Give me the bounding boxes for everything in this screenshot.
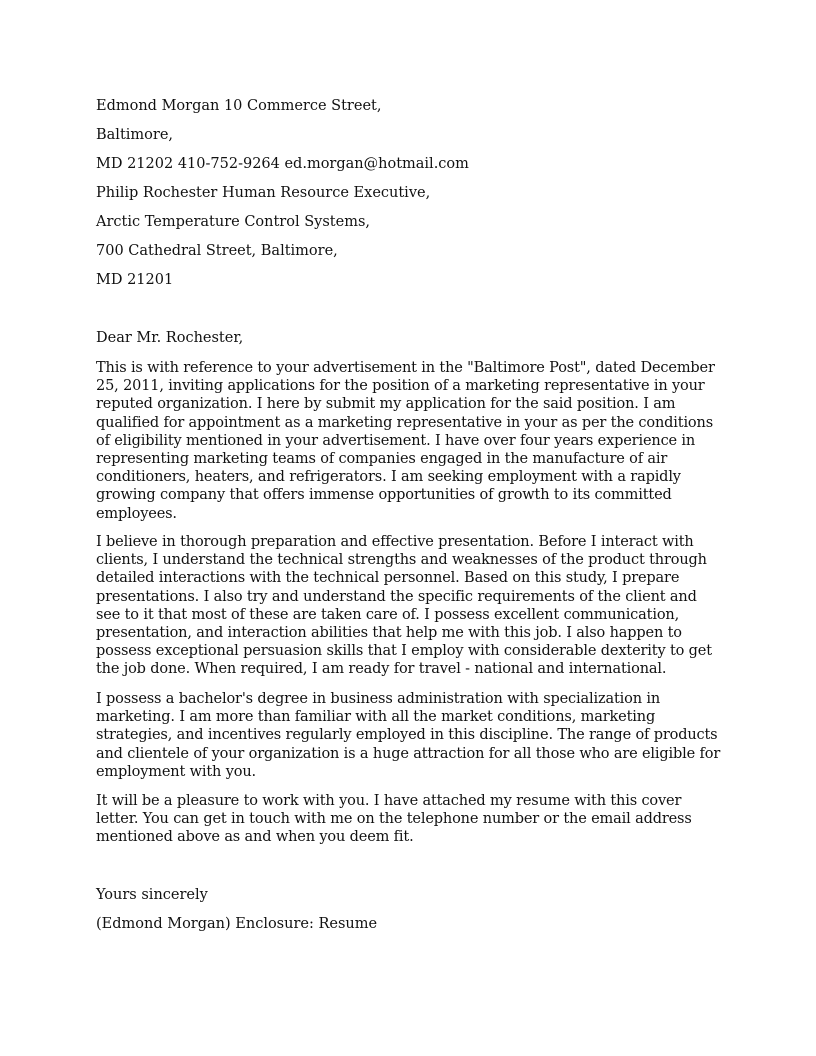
- closing: Yours sincerely: [96, 887, 208, 903]
- body-paragraph-2: I believe in thorough preparation and effective presentation. Before I interact with clients, I understand the technical strengths and weaknesses of the product through detailed interactions with the technical personnel. Based on this study, I prepare presentations. I also try and understand the specific requirements of the client and see to it that most of these are taken care of. I possess excellent communication, presentation, and interaction abilities that help me with this job. I also happen to possess exceptional persuasion skills that I employ with considerable dexterity to get the job done. When required, I am ready for travel - national and international.: [96, 534, 712, 678]
- sender-contact: MD 21202 410-752-9264 ed.morgan@hotmail.com: [96, 156, 469, 172]
- body-paragraph-3: I possess a bachelor's degree in business administration with specialization in marketing. I am more than familiar with all the market conditions, marketing strategies, and incentives regularly employed in this discipline. The range of products and clientele of your organization is a huge attraction for all those who are eligible for employment with you.: [96, 691, 721, 780]
- recipient-zip: MD 21201: [96, 272, 174, 288]
- signature-enclosure: (Edmond Morgan) Enclosure: Resume: [96, 916, 378, 932]
- sender-city: Baltimore,: [96, 127, 174, 143]
- recipient-name-title: Philip Rochester Human Resource Executive,: [96, 185, 431, 201]
- body-paragraph-1: This is with reference to your advertisement in the "Baltimore Post", dated December 25, 2011, inviting applications for the position of a marketing representative in your reputed organization. I here by submit my application for the said position. I am qualified for appointment as a marketing representative in your as per the conditions of eligibility mentioned in your advertisement. I have over four years experience in representing marketing teams of companies engaged in the manufacture of air conditioners, heaters, and refrigerators. I am seeking employment with a rapidly growing company that offers immense opportunities of growth to its committed employees.: [96, 360, 715, 522]
- recipient-street: 700 Cathedral Street, Baltimore,: [96, 243, 338, 259]
- recipient-company: Arctic Temperature Control Systems,: [96, 214, 370, 230]
- body-paragraph-4: It will be a pleasure to work with you. I have attached my resume with this cover letter. You can get in touch with me on the telephone number or the email address mentioned above as and when you deem fit.: [96, 793, 692, 846]
- sender-name-street: Edmond Morgan 10 Commerce Street,: [96, 98, 382, 114]
- salutation: Dear Mr. Rochester,: [96, 330, 244, 346]
